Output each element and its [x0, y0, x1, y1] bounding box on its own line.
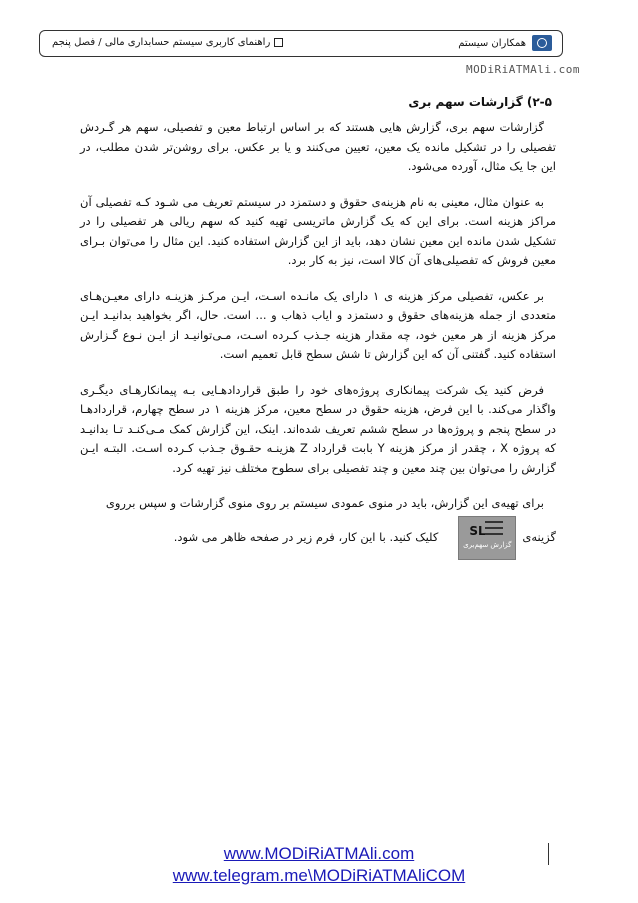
paragraph: گزارشات سهم بری، گزارش هایی هستند که بر اساس ارتباط معین و تفصیلی، سهم هر گـردش تفصیلی را در تشکیل مانده یک معین، تعیین می‌کنند و یا بر عکس. برای روشن‌تر شدن مطلب، در این جا یک مثال، آورده می‌شود. — [80, 120, 556, 173]
icon-row — [485, 521, 503, 523]
breadcrumb-text: راهنمای کاربری سیستم حسابداری مالی / فصل پنجم — [52, 37, 271, 48]
top-watermark: MODiRiATMAli.com — [466, 63, 580, 76]
icon-row — [485, 533, 503, 535]
section-title: ۲-۵) گزارشات سهم بری — [408, 95, 552, 109]
header-brand — [458, 35, 552, 51]
option-prefix: گزینه‌ی — [522, 529, 556, 544]
button-instruction-line — [80, 516, 556, 560]
paragraph: به عنوان مثال، معینی به نام هزینه‌ی حقوق و دستمزد در سیستم تعریف می شـود کـه تفصیلی آن مراکز هزینه است. برای این که یک گزارش ماتریسی تهیه کنید که سهم ریالی هر تفصیلی را در تشکیل شدن مانده این معین نشان دهد، باید از این گزارش استفاده کنید. این مثال را می‌توان بـرای معین فروش که تفصیلی‌های آن کالا است، نیز به کار برد. — [80, 194, 556, 267]
sl-icon-text: SL — [469, 523, 486, 538]
share-report-button-label: گزارش سهم‌بری — [463, 541, 512, 549]
option-suffix: کلیک کنید. با این کار، فرم زیر در صفحه ظاهر می شود. — [173, 529, 439, 544]
header-breadcrumb — [52, 37, 283, 48]
document-body — [80, 118, 556, 560]
paragraph: بر عکس، تفصیلی مرکز هزینه ی ۱ دارای یک مانـده اسـت، ایـن مرکـز هزینـه دارای معیـن‌هـای متعددی از جمله هزینه‌های حقوق و دستمزد و ایاب ذهاب و ... است. حال، اگر بخواهید بدانیـد ایـن مرکز هزینه از هر معین خود، چه مقدار هزینه جـذب کـرده اسـت، مـی‌توانیـد از ایـن نـوع گـزارش استفاده کنید. گفتنی آن که این گزارش تا شش سطح قابل تعمیم است. — [80, 288, 556, 361]
share-report-button[interactable] — [458, 516, 516, 560]
paragraph: فرض کنید یک شرکت پیمانکاری پروژه‌های خود را طبق قراردادهـایی بـه پیمانکارهـای دیگـری واگذار می‌کند. با این فرض، هزینه حقوق در سطح معین، مرکز هزینه ۱ در سطح چهارم، قراردادهـا در سطح پنجم و پروژه‌ها در سطح ششم تعریف شده‌اند. اینک، این گزارش کمک مـی‌کنـد تـا بدانیـد که پروژه X ، چقدر از مرکز هزینه Y بابت قرارداد Z هزینـه حقـوق جـذب کـرده اسـت. البتـه ایـن گزارش را می‌توان بین چند معین و چند تفصیلی برای سطوح مختلف نیز تهیه کرد. — [80, 382, 556, 475]
page-footer — [0, 843, 638, 887]
page-header — [39, 30, 563, 57]
footer-telegram-link[interactable]: www.telegram.me\MODiRiATMAliCOM — [172, 866, 466, 885]
paragraph: برای تهیه‌ی این گزارش، باید در منوی عمودی سیستم بر روی منوی گزارشات و سپس برروی — [105, 496, 544, 510]
icon-row — [485, 527, 503, 529]
footer-site-link[interactable]: www.MODiRiATMAli.com — [223, 844, 415, 863]
square-bullet-icon — [274, 38, 283, 47]
company-name: همکاران سیستم — [458, 37, 526, 49]
company-logo-icon — [532, 35, 552, 51]
